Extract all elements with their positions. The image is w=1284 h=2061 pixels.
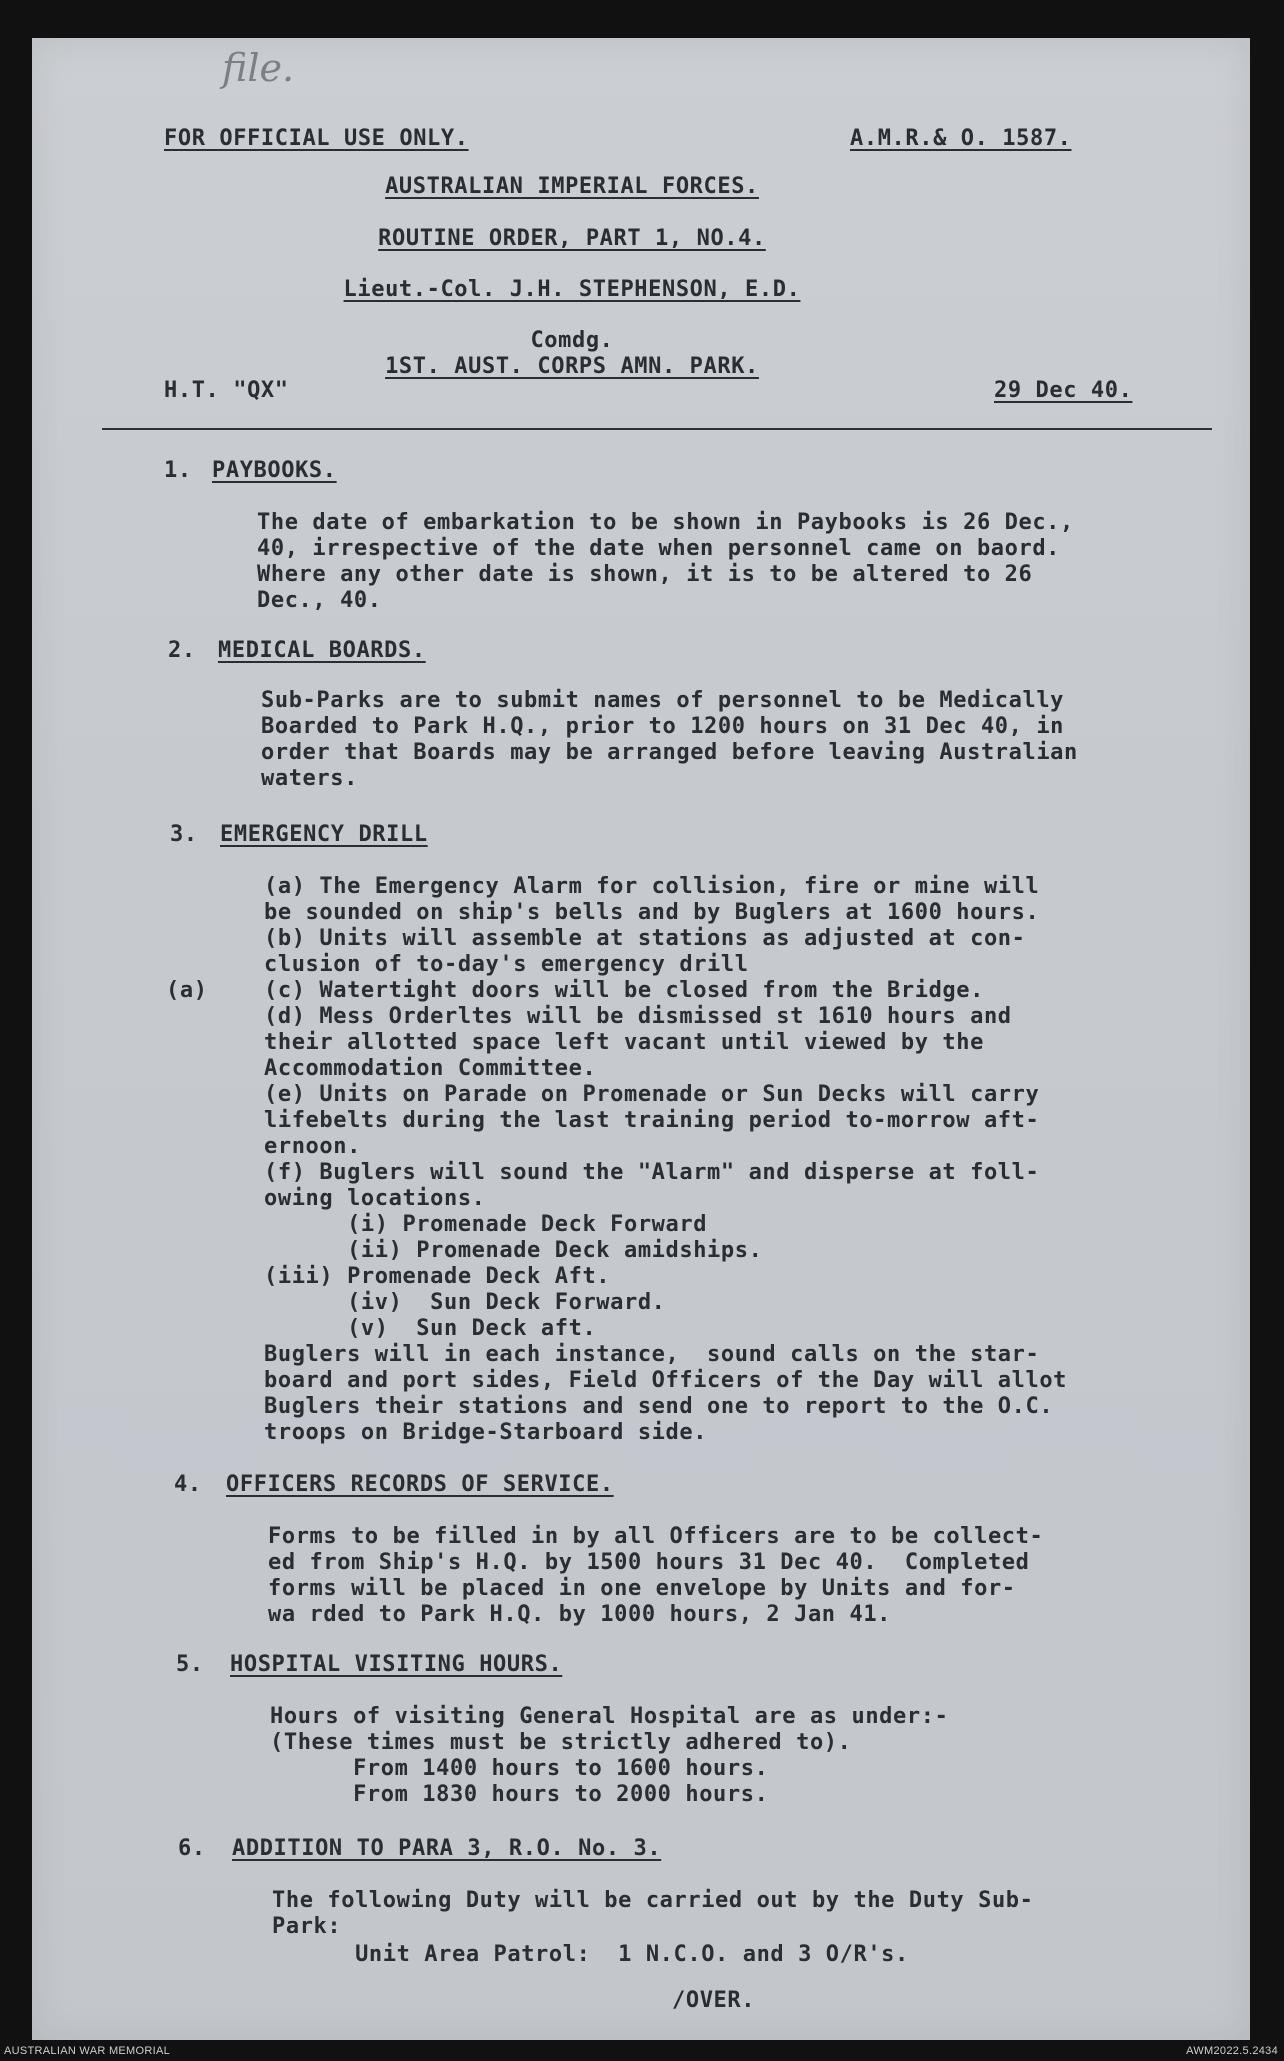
- paragraph-line: Unit Area Patrol: 1 N.C.O. and 3 O/R's.: [272, 1942, 909, 1967]
- section-title: MEDICAL BOARDS.: [218, 638, 426, 663]
- paragraph-line: Where any other date is shown, it is to be altered to 26: [257, 562, 1033, 587]
- handwritten-note: file.: [222, 46, 295, 90]
- section-number: 4.: [174, 1472, 202, 1497]
- footer-source: AUSTRALIAN WAR MEMORIAL: [4, 2045, 171, 2057]
- paragraph-line: (f) Buglers will sound the "Alarm" and disperse at foll-: [264, 1160, 1040, 1185]
- paragraph-line: order that Boards may be arranged before leaving Australian: [261, 740, 1078, 765]
- paragraph-line: Park:: [272, 1914, 342, 1939]
- unit-title: 1ST. AUST. CORPS AMN. PARK.: [385, 354, 759, 379]
- paragraph-line: Boarded to Park H.Q., prior to 1200 hours on 31 Dec 40, in: [261, 714, 1065, 739]
- comdg-label: Comdg.: [530, 328, 614, 353]
- paragraph-line: Sub-Parks are to submit names of personnel to be Medically: [261, 688, 1065, 713]
- paragraph-line: (ii) Promenade Deck amidships.: [264, 1238, 763, 1263]
- paragraph-line: waters.: [261, 766, 358, 791]
- document-reference: A.M.R.& O. 1587.: [850, 126, 1072, 151]
- header-divider: [102, 428, 1212, 430]
- paragraph-line: troops on Bridge-Starboard side.: [264, 1420, 708, 1445]
- paragraph-line: The date of embarkation to be shown in Paybooks is 26 Dec.,: [257, 510, 1074, 535]
- paragraph-line: Buglers their stations and send one to report to the O.C.: [264, 1394, 1054, 1419]
- paragraph-line: ernoon.: [264, 1134, 361, 1159]
- paragraph-line: (e) Units on Parade on Promenade or Sun Decks will carry: [264, 1082, 1040, 1107]
- section-title: ADDITION TO PARA 3, R.O. No. 3.: [232, 1836, 662, 1861]
- paragraph-line: (iv) Sun Deck Forward.: [264, 1290, 666, 1315]
- paragraph-line: (c) Watertight doors will be closed from the Bridge.: [264, 978, 984, 1003]
- paragraph-line: board and port sides, Field Officers of the Day will allot: [264, 1368, 1068, 1393]
- margin-mark: (a): [166, 978, 208, 1003]
- paragraph-line: Buglers will in each instance, sound calls on the star-: [264, 1342, 1040, 1367]
- ship-name: H.T. "QX": [164, 378, 289, 403]
- paragraph-line: clusion of to-day's emergency drill: [264, 952, 749, 977]
- paragraph-line: (b) Units will assemble at stations as adjusted at con-: [264, 926, 1026, 951]
- paragraph-line: their allotted space left vacant until viewed by the: [264, 1030, 984, 1055]
- footer-reference: AWM2022.5.2434: [1186, 2045, 1278, 2057]
- paragraph-line: (iii) Promenade Deck Aft.: [264, 1264, 611, 1289]
- paragraph-line: Forms to be filled in by all Officers are to be collect-: [268, 1524, 1044, 1549]
- paragraph-line: owing locations.: [264, 1186, 486, 1211]
- order-title: ROUTINE ORDER, PART 1, NO.4.: [378, 226, 766, 251]
- section-number: 1.: [164, 458, 192, 483]
- classification-label: FOR OFFICIAL USE ONLY.: [164, 126, 469, 151]
- section-title: PAYBOOKS.: [212, 458, 337, 483]
- commanding-officer: Lieut.-Col. J.H. STEPHENSON, E.D.: [343, 277, 801, 302]
- paragraph-line: be sounded on ship's bells and by Buglers at 1600 hours.: [264, 900, 1040, 925]
- paragraph-line: (d) Mess Orderltes will be dismissed st 1610 hours and: [264, 1004, 1012, 1029]
- section-number: 6.: [178, 1836, 206, 1861]
- section-title: HOSPITAL VISITING HOURS.: [230, 1652, 563, 1677]
- paragraph-line: forms will be placed in one envelope by Units and for-: [268, 1576, 1016, 1601]
- paragraph-line: (v) Sun Deck aft.: [264, 1316, 597, 1341]
- paragraph-line: (i) Promenade Deck Forward: [264, 1212, 708, 1237]
- paragraph-line: wa rded to Park H.Q. by 1000 hours, 2 Jan 41.: [268, 1602, 892, 1627]
- section-number: 2.: [168, 638, 196, 663]
- paragraph-line: Accommodation Committee.: [264, 1056, 597, 1081]
- paragraph-line: (a) The Emergency Alarm for collision, fire or mine will: [264, 874, 1040, 899]
- organization-title: AUSTRALIAN IMPERIAL FORCES.: [385, 174, 759, 199]
- order-date: 29 Dec 40.: [994, 378, 1133, 403]
- paragraph-line: The following Duty will be carried out by the Duty Sub-: [272, 1888, 1034, 1913]
- section-number: 3.: [170, 822, 198, 847]
- paragraph-line: Hours of visiting General Hospital are as under:-: [270, 1704, 949, 1729]
- continued-over: /OVER.: [672, 1988, 756, 2013]
- paragraph-line: (These times must be strictly adhered to).: [270, 1730, 852, 1755]
- section-number: 5.: [176, 1652, 204, 1677]
- paragraph-line: ed from Ship's H.Q. by 1500 hours 31 Dec 40. Completed: [268, 1550, 1030, 1575]
- section-title: EMERGENCY DRILL: [220, 822, 428, 847]
- paragraph-line: 40, irrespective of the date when personnel came on baord.: [257, 536, 1061, 561]
- paragraph-line: From 1400 hours to 1600 hours.: [270, 1756, 769, 1781]
- paragraph-line: From 1830 hours to 2000 hours.: [270, 1782, 769, 1807]
- document-page: [32, 38, 1250, 2040]
- paragraph-line: lifebelts during the last training period to-morrow aft-: [264, 1108, 1040, 1133]
- paragraph-line: Dec., 40.: [257, 588, 382, 613]
- section-title: OFFICERS RECORDS OF SERVICE.: [226, 1472, 614, 1497]
